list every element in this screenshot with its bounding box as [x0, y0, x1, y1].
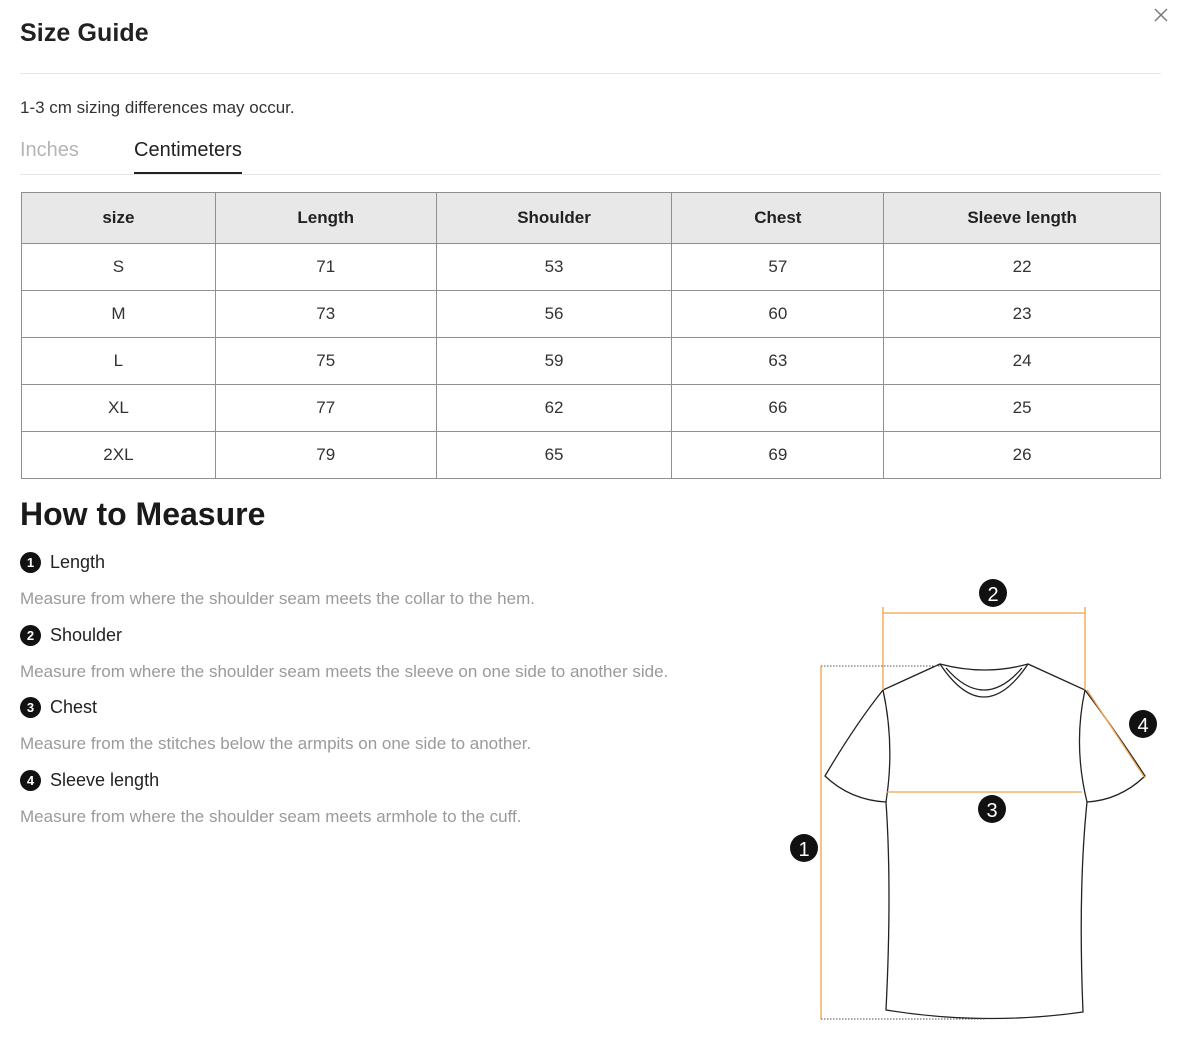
step-label: Length [50, 552, 106, 572]
step-description: Measure from where the shoulder seam meets armhole to the cuff. [20, 807, 522, 826]
size-table [21, 192, 1161, 479]
table-row [22, 385, 1161, 432]
table-cell: M [22, 291, 216, 338]
table-cell: 79 [215, 432, 436, 479]
step-number-badge: 3 [20, 697, 41, 718]
step-number-badge: 1 [20, 552, 41, 573]
marker-4-label: 4 [1137, 715, 1149, 737]
table-row [22, 338, 1161, 385]
marker-3 [978, 795, 1006, 823]
table-cell: 59 [436, 338, 672, 385]
sizing-note: 1-3 cm sizing differences may occur. [20, 98, 295, 117]
step-number-badge: 2 [20, 625, 41, 646]
step-number-badge: 4 [20, 770, 41, 791]
table-row [22, 244, 1161, 291]
close-icon [1150, 4, 1172, 26]
table-cell: 2XL [22, 432, 216, 479]
table-cell: 73 [215, 291, 436, 338]
table-cell: 23 [884, 291, 1161, 338]
table-cell: 77 [215, 385, 436, 432]
measure-step-sleeve-length [20, 770, 159, 791]
measure-step-shoulder [20, 625, 122, 646]
table-cell: 56 [436, 291, 672, 338]
tshirt-measurement-diagram [780, 570, 1160, 1040]
table-cell: XL [22, 385, 216, 432]
table-cell: 22 [884, 244, 1161, 291]
dialog-title: Size Guide [20, 19, 149, 47]
table-cell: 65 [436, 432, 672, 479]
column-header: Sleeve length [884, 193, 1161, 244]
table-row [22, 432, 1161, 479]
table-cell: 60 [672, 291, 884, 338]
tab-inches[interactable]: Inches [20, 139, 79, 161]
marker-1 [790, 834, 818, 862]
table-cell: 26 [884, 432, 1161, 479]
table-cell: 24 [884, 338, 1161, 385]
column-header: size [22, 193, 216, 244]
table-header-row [22, 193, 1161, 244]
table-cell: 63 [672, 338, 884, 385]
table-cell: S [22, 244, 216, 291]
table-cell: 71 [215, 244, 436, 291]
unit-tabs [20, 136, 1161, 175]
extension-lines [821, 666, 985, 1019]
column-header: Chest [672, 193, 884, 244]
table-cell: 53 [436, 244, 672, 291]
step-label: Sleeve length [50, 770, 160, 790]
close-button[interactable] [1150, 4, 1172, 26]
step-label: Chest [50, 697, 98, 717]
tab-centimeters[interactable]: Centimeters [134, 136, 242, 174]
table-cell: 75 [215, 338, 436, 385]
marker-1-label: 1 [798, 839, 810, 861]
header-divider [20, 73, 1161, 74]
step-description: Measure from the stitches below the armpits on one side to another. [20, 734, 532, 753]
table-cell: 57 [672, 244, 884, 291]
tshirt-outline [825, 664, 1145, 1019]
table-cell: 66 [672, 385, 884, 432]
marker-2-label: 2 [987, 584, 999, 606]
step-description: Measure from where the shoulder seam meets the collar to the hem. [20, 589, 535, 608]
measure-step-chest [20, 697, 97, 718]
step-label: Shoulder [50, 625, 123, 645]
column-header: Shoulder [436, 193, 672, 244]
marker-3-label: 3 [986, 800, 998, 822]
table-cell: L [22, 338, 216, 385]
marker-2 [979, 579, 1007, 607]
table-cell: 62 [436, 385, 672, 432]
how-to-measure-heading: How to Measure [20, 496, 266, 532]
table-row [22, 291, 1161, 338]
marker-4 [1129, 710, 1157, 738]
table-cell: 69 [672, 432, 884, 479]
measure-step-length [20, 552, 105, 573]
step-description: Measure from where the shoulder seam meets the sleeve on one side to another side. [20, 662, 669, 681]
column-header: Length [215, 193, 436, 244]
table-cell: 25 [884, 385, 1161, 432]
